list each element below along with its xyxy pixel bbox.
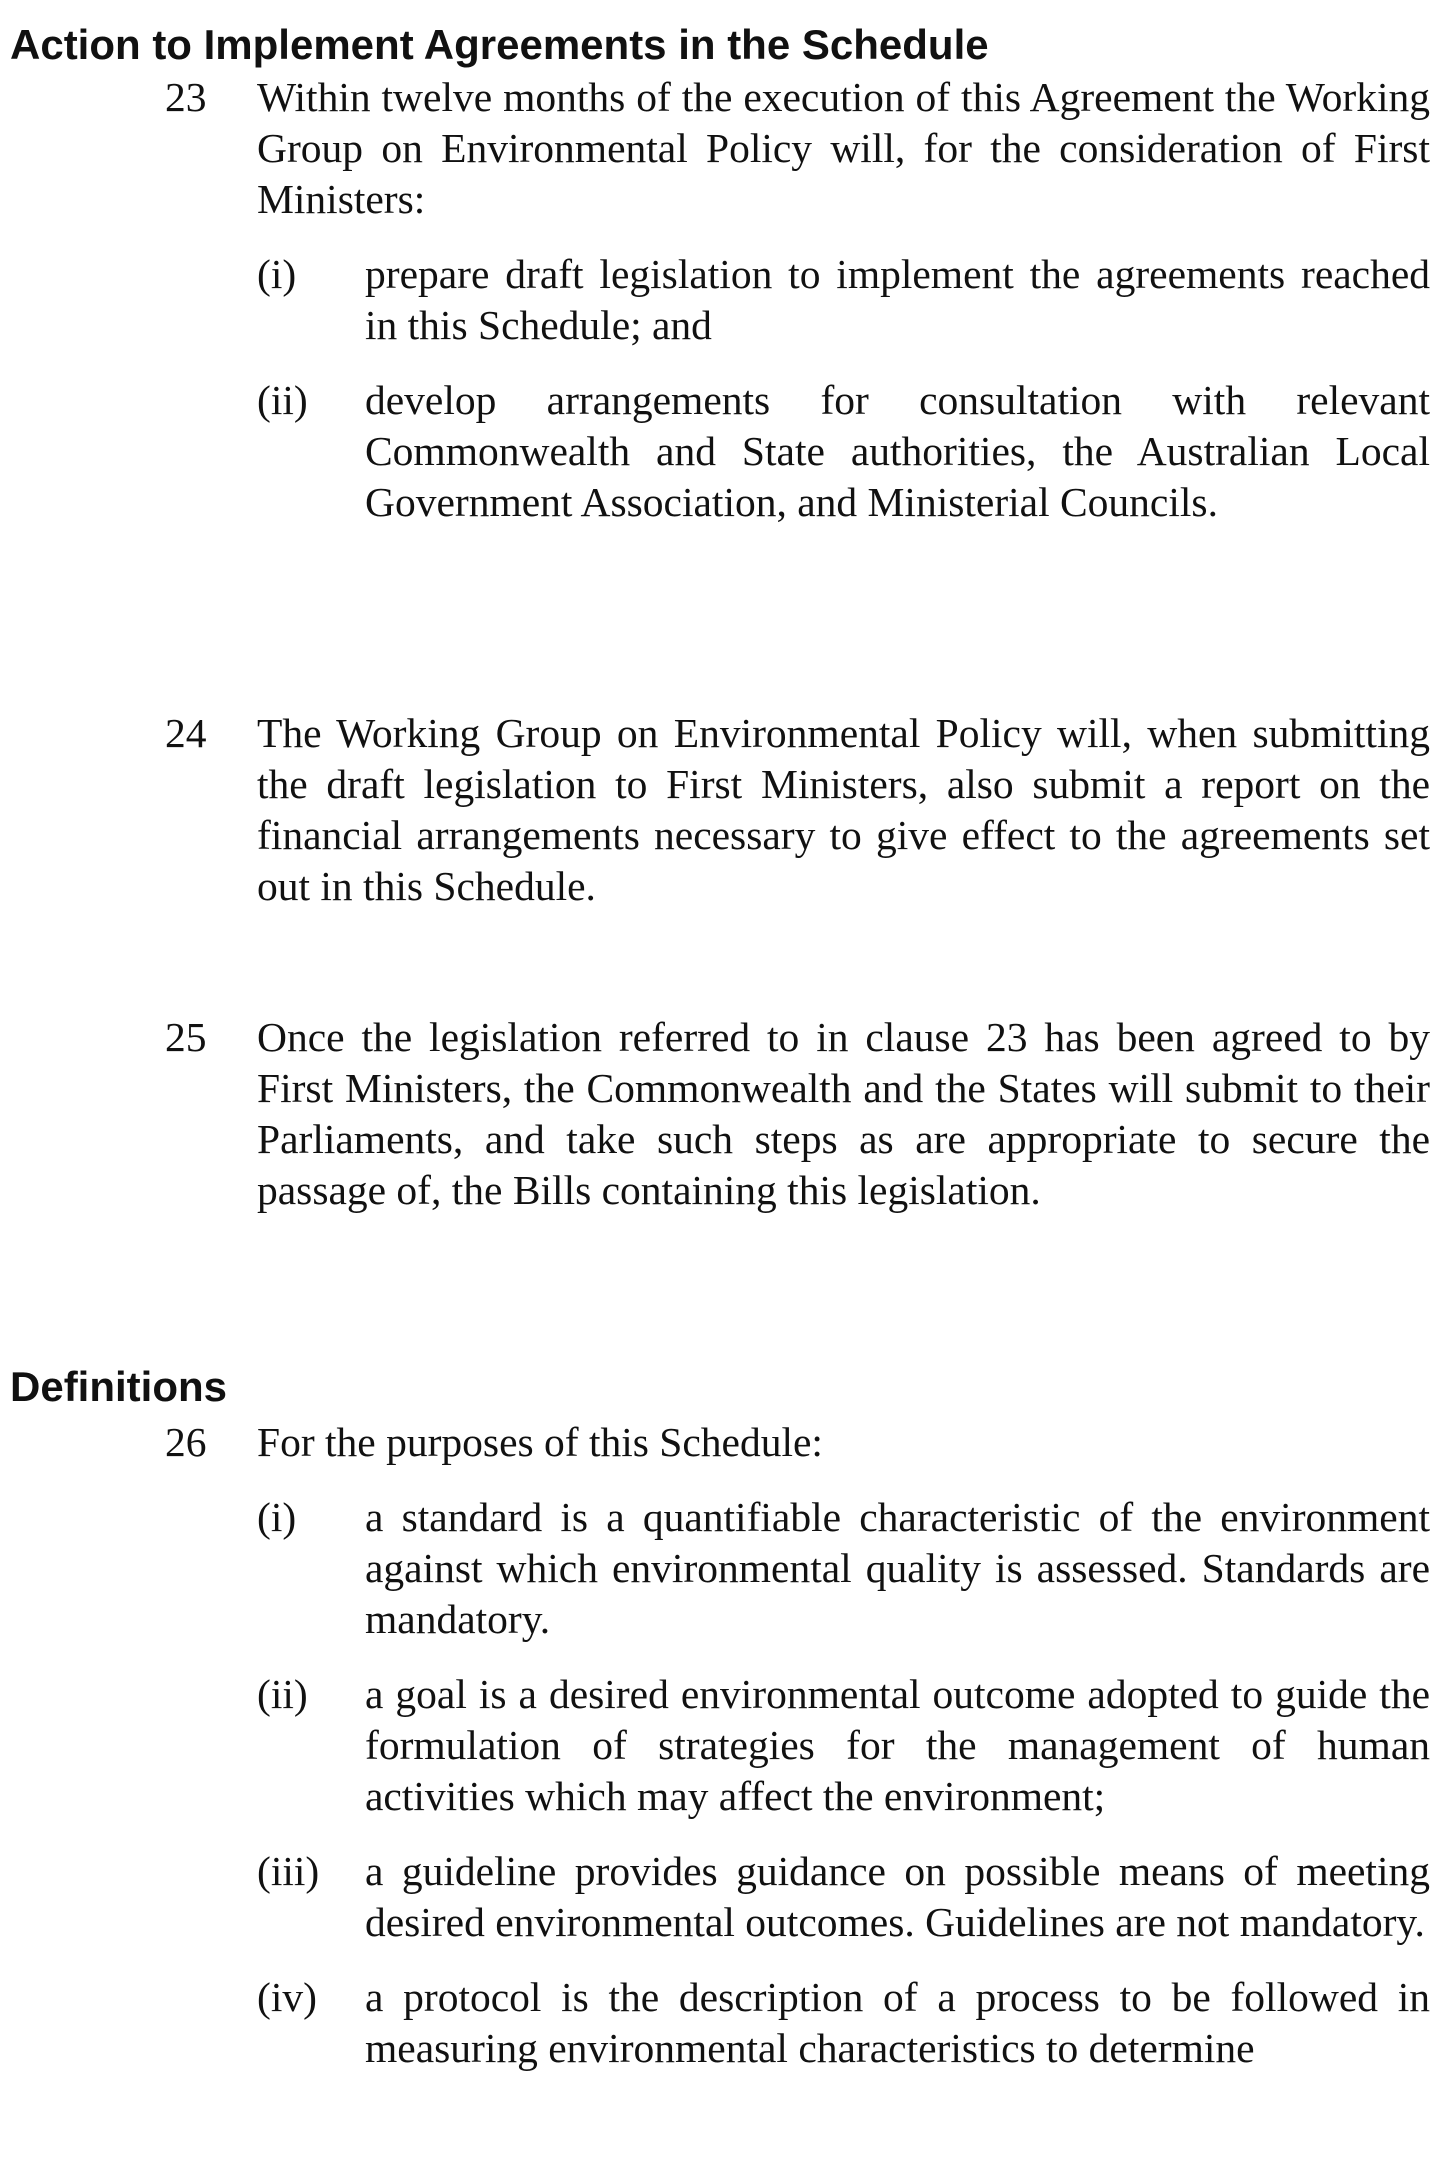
sub-clause-text: a protocol is the description of a process to be followed in measuring environmental characteristics to determine [365,1974,1430,2071]
section-heading-definitions: Definitions [10,1363,227,1410]
clause-number: 26 [165,1419,207,1465]
clause-text: Once the legislation referred to in clause 23 has been agreed to by First Ministers, the Commonwealth and the States will submit to their Parliaments, and take such steps as are appropriate to secure the passage of, the Bills containing this legislation. [257,1014,1430,1213]
sub-clause-number: (iv) [257,1974,317,2020]
sub-clause [165,1669,1435,1822]
clause-26 [165,1417,1435,2074]
sub-clause-number: (i) [257,1494,297,1540]
sub-clause-number: (i) [257,251,297,297]
sub-clause [165,1492,1435,1645]
sub-clause-text: develop arrangements for consultation with relevant Commonwealth and State authorities, the Australian Local Government Association, and Ministerial Councils. [365,377,1430,525]
clause-number: 24 [165,710,207,756]
sub-clause-list [165,1492,1435,2074]
sub-clause-text: prepare draft legislation to implement the agreements reached in this Schedule; and [365,251,1430,348]
clause-25 [165,1012,1435,1216]
clause-text: The Working Group on Environmental Policy will, when submitting the draft legislation to First Ministers, also submit a report on the financial arrangements necessary to give effect to the agreements set out in this Schedule. [257,710,1430,909]
clause-number: 23 [165,74,207,120]
sub-clause-number: (ii) [257,377,308,423]
sub-clause-text: a guideline provides guidance on possible means of meeting desired environmental outcomes. Guidelines are not mandatory. [365,1848,1430,1945]
clause-text: Within twelve months of the execution of this Agreement the Working Group on Environmental Policy will, for the consideration of First Ministers: [257,74,1430,222]
sub-clause-number: (iii) [257,1848,320,1894]
sub-clause [165,1846,1435,1948]
sub-clause-list [165,249,1435,528]
sub-clause-text: a standard is a quantifiable characteristic of the environment against which environmental quality is assessed. Standards are mandatory. [365,1494,1430,1642]
clause-24 [165,708,1435,912]
clause-number: 25 [165,1014,207,1060]
sub-clause [165,1972,1435,2074]
sub-clause-text: a goal is a desired environmental outcome adopted to guide the formulation of strategies for the management of human activities which may affect the environment; [365,1671,1430,1819]
clause-text: For the purposes of this Schedule: [257,1419,823,1465]
section-heading-action: Action to Implement Agreements in the Schedule [10,21,989,68]
clause-23 [165,72,1435,528]
sub-clause [165,249,1435,351]
sub-clause [165,375,1435,528]
sub-clause-number: (ii) [257,1671,308,1717]
